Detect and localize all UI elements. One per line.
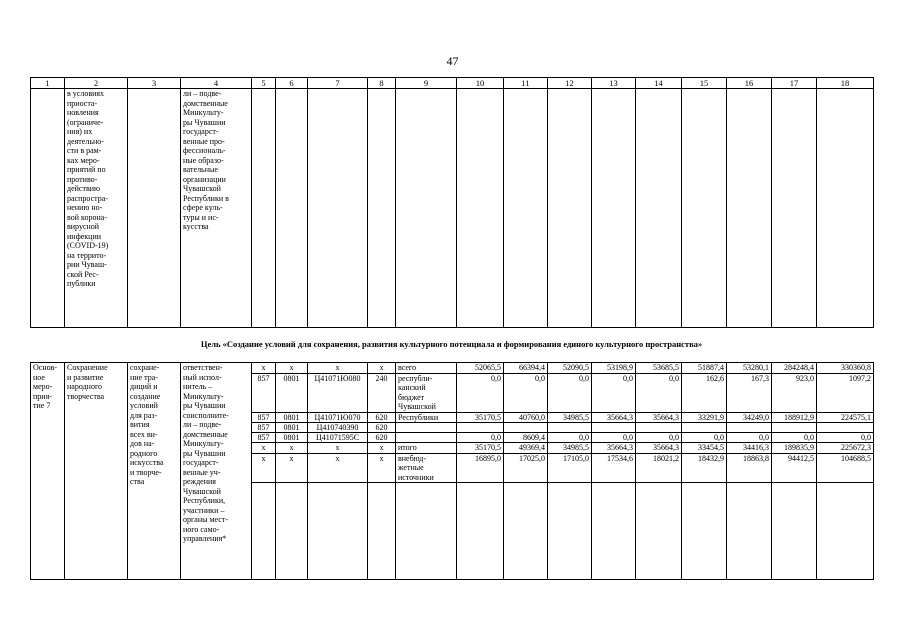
funding-source-cell: всего xyxy=(396,363,457,374)
table-cell xyxy=(727,89,772,328)
activity-7-table xyxy=(30,362,874,580)
amount-cell: 34985,5 xyxy=(548,412,592,423)
table-cell xyxy=(682,89,727,328)
column-header: 17 xyxy=(772,78,817,89)
amount-cell: 16895,0 xyxy=(457,453,504,483)
expense-type-cell: 620 xyxy=(368,412,396,423)
amount-cell: 0,0 xyxy=(682,433,727,443)
amount-cell: 49369,4 xyxy=(504,443,548,454)
table-cell xyxy=(128,89,181,328)
table-cell xyxy=(308,89,368,328)
amount-cell xyxy=(727,423,772,433)
table-cell xyxy=(252,89,276,328)
target-article-cell: Ц410740390 xyxy=(308,423,368,433)
section-code-cell: x xyxy=(276,363,308,374)
column-header: 18 xyxy=(817,78,874,89)
table-cell xyxy=(276,483,308,580)
funding-source-cell: республи- канский бюджет Чувашской xyxy=(396,373,457,412)
grbs-code-cell: 857 xyxy=(252,423,276,433)
table-cell xyxy=(548,483,592,580)
table-cell xyxy=(504,89,548,328)
amount-cell: 34985,5 xyxy=(548,443,592,454)
amount-cell: 0,0 xyxy=(457,433,504,443)
amount-cell: 40760,0 xyxy=(504,412,548,423)
table-cell xyxy=(396,89,457,328)
column-header: 4 xyxy=(181,78,252,89)
target-article-cell: Ц41071Ю080 xyxy=(308,373,368,412)
amount-cell: 0,0 xyxy=(548,373,592,412)
amount-cell: 104688,5 xyxy=(817,453,874,483)
activity-name-cell: Сохранение и развитие народного творчества xyxy=(65,363,128,580)
amount-cell: 35664,3 xyxy=(636,412,682,423)
amount-cell: 167,3 xyxy=(727,373,772,412)
amount-cell: 0,0 xyxy=(548,433,592,443)
amount-cell xyxy=(592,423,636,433)
table-cell xyxy=(276,89,308,328)
section-code-cell: 0801 xyxy=(276,373,308,412)
amount-cell: 189835,9 xyxy=(772,443,817,454)
table-row xyxy=(31,89,874,328)
amount-cell: 18021,2 xyxy=(636,453,682,483)
amount-cell: 66394,4 xyxy=(504,363,548,374)
funding-source-cell: итого xyxy=(396,443,457,454)
goal-heading: Цель «Создание условий для сохранения, развития культурного потенциала и формирования единого культурного пространства» xyxy=(200,339,703,349)
section-code-cell: x xyxy=(276,443,308,454)
amount-cell: 35664,3 xyxy=(592,412,636,423)
target-article-cell: Ц41071Ю070 xyxy=(308,412,368,423)
table-cell xyxy=(727,483,772,580)
amount-cell: 33291,9 xyxy=(682,412,727,423)
expense-type-cell: x xyxy=(368,453,396,483)
amount-cell: 52090,5 xyxy=(548,363,592,374)
activity-description-cell: в условиях приоста- новления (ограниче- ния) их деятельно- сти в рам- ках меро- приятий по противо- действию распростра- нению но- вой корона- вирусной инфекции (COVID-19) на террито- рии Чуваш- ской Рес- публики xyxy=(65,89,128,328)
amount-cell: 35170,5 xyxy=(457,412,504,423)
amount-cell: 18863,8 xyxy=(727,453,772,483)
amount-cell: 225672,3 xyxy=(817,443,874,454)
amount-cell xyxy=(548,423,592,433)
page-number: 47 xyxy=(446,54,459,68)
amount-cell: 923,0 xyxy=(772,373,817,412)
program-table-continuation xyxy=(30,77,874,328)
column-header: 9 xyxy=(396,78,457,89)
target-article-cell: x xyxy=(308,453,368,483)
funding-source-cell: внебюд- жетные источники xyxy=(396,453,457,483)
column-header: 11 xyxy=(504,78,548,89)
table-cell xyxy=(308,483,368,580)
table-cell xyxy=(252,483,276,580)
amount-cell: 0,0 xyxy=(592,433,636,443)
column-header: 6 xyxy=(276,78,308,89)
amount-cell: 0,0 xyxy=(727,433,772,443)
column-header: 8 xyxy=(368,78,396,89)
amount-cell: 0,0 xyxy=(772,433,817,443)
amount-cell: 284248,4 xyxy=(772,363,817,374)
amount-cell xyxy=(457,423,504,433)
amount-cell: 53280,1 xyxy=(727,363,772,374)
amount-cell xyxy=(817,423,874,433)
amount-cell: 34249,0 xyxy=(727,412,772,423)
grbs-code-cell: 857 xyxy=(252,373,276,412)
table-cell xyxy=(457,483,504,580)
column-header: 16 xyxy=(727,78,772,89)
expense-type-cell: 620 xyxy=(368,423,396,433)
table-cell xyxy=(817,483,874,580)
table-cell xyxy=(772,483,817,580)
amount-cell: 53198,9 xyxy=(592,363,636,374)
amount-cell: 51887,4 xyxy=(682,363,727,374)
target-article-cell: x xyxy=(308,363,368,374)
column-header: 12 xyxy=(548,78,592,89)
amount-cell: 0,0 xyxy=(636,373,682,412)
table-cell xyxy=(368,89,396,328)
table-cell xyxy=(636,89,682,328)
table-cell xyxy=(636,483,682,580)
column-header: 15 xyxy=(682,78,727,89)
amount-cell: 0,0 xyxy=(817,433,874,443)
executor-cell: ответствен- ный испол- нитель – Минкульту- ры Чувашии соисполните- ли – подве- домственные Минкульту- ры Чувашии государст- венные уч- реждения Чувашской Республики, участники – органы мест- ного само- управления* xyxy=(181,363,252,580)
expense-type-cell: 620 xyxy=(368,433,396,443)
amount-cell: 0,0 xyxy=(636,433,682,443)
column-header: 2 xyxy=(65,78,128,89)
table-cell xyxy=(592,483,636,580)
section-code-cell: 0801 xyxy=(276,423,308,433)
amount-cell: 35170,5 xyxy=(457,443,504,454)
grbs-code-cell: x xyxy=(252,453,276,483)
amount-cell: 94412,5 xyxy=(772,453,817,483)
amount-cell: 1097,2 xyxy=(817,373,874,412)
table-cell xyxy=(682,483,727,580)
grbs-code-cell: x xyxy=(252,443,276,454)
amount-cell xyxy=(504,423,548,433)
amount-cell: 52065,5 xyxy=(457,363,504,374)
amount-cell: 35664,3 xyxy=(592,443,636,454)
amount-cell xyxy=(682,423,727,433)
table-cell xyxy=(592,89,636,328)
grbs-code-cell: x xyxy=(252,363,276,374)
grbs-code-cell: 857 xyxy=(252,433,276,443)
amount-cell: 17105,0 xyxy=(548,453,592,483)
executor-cell: ли – подве- домственные Минкульту- ры Чувашии государст- венные про- фессиональ- ные образо- вательные организации Чувашской Республики в сфере куль- туры и ис- кусства xyxy=(181,89,252,328)
amount-cell: 18432,9 xyxy=(682,453,727,483)
section-code-cell: 0801 xyxy=(276,433,308,443)
expense-type-cell: x xyxy=(368,363,396,374)
funding-source-cell: Республики xyxy=(396,412,457,423)
table-cell xyxy=(504,483,548,580)
amount-cell: 0,0 xyxy=(504,373,548,412)
amount-cell: 162,6 xyxy=(682,373,727,412)
amount-cell: 17025,0 xyxy=(504,453,548,483)
funding-source-cell xyxy=(396,433,457,443)
target-article-cell: x xyxy=(308,443,368,454)
table-cell xyxy=(31,89,65,328)
column-header: 10 xyxy=(457,78,504,89)
column-header: 5 xyxy=(252,78,276,89)
table-row xyxy=(31,363,874,374)
amount-cell: 17534,6 xyxy=(592,453,636,483)
amount-cell: 8609,4 xyxy=(504,433,548,443)
amount-cell: 34416,3 xyxy=(727,443,772,454)
section-code-cell: x xyxy=(276,453,308,483)
expense-type-cell: 240 xyxy=(368,373,396,412)
amount-cell: 224575,1 xyxy=(817,412,874,423)
target-article-cell: Ц41071595С xyxy=(308,433,368,443)
table-cell xyxy=(772,89,817,328)
amount-cell: 0,0 xyxy=(592,373,636,412)
column-header: 7 xyxy=(308,78,368,89)
amount-cell: 330360,8 xyxy=(817,363,874,374)
section-code-cell: 0801 xyxy=(276,412,308,423)
column-header: 1 xyxy=(31,78,65,89)
expense-type-cell: x xyxy=(368,443,396,454)
grbs-code-cell: 857 xyxy=(252,412,276,423)
amount-cell: 0,0 xyxy=(457,373,504,412)
column-header: 3 xyxy=(128,78,181,89)
table-cell xyxy=(817,89,874,328)
amount-cell: 33454,5 xyxy=(682,443,727,454)
table-cell xyxy=(368,483,396,580)
column-header: 13 xyxy=(592,78,636,89)
activity-number-cell: Основ- ное меро- прия- тие 7 xyxy=(31,363,65,580)
table-cell xyxy=(548,89,592,328)
funding-source-cell xyxy=(396,423,457,433)
column-header: 14 xyxy=(636,78,682,89)
table-cell xyxy=(457,89,504,328)
amount-cell xyxy=(772,423,817,433)
amount-cell: 188912,9 xyxy=(772,412,817,423)
amount-cell xyxy=(636,423,682,433)
amount-cell: 35664,3 xyxy=(636,443,682,454)
amount-cell: 53685,5 xyxy=(636,363,682,374)
column-number-row xyxy=(31,78,874,89)
table-cell xyxy=(396,483,457,580)
activity-goal-cell: сохране- ние тра- диций и создание условий для раз- вития всех ви- дов на- родного искусства и творче- ства xyxy=(128,363,181,580)
